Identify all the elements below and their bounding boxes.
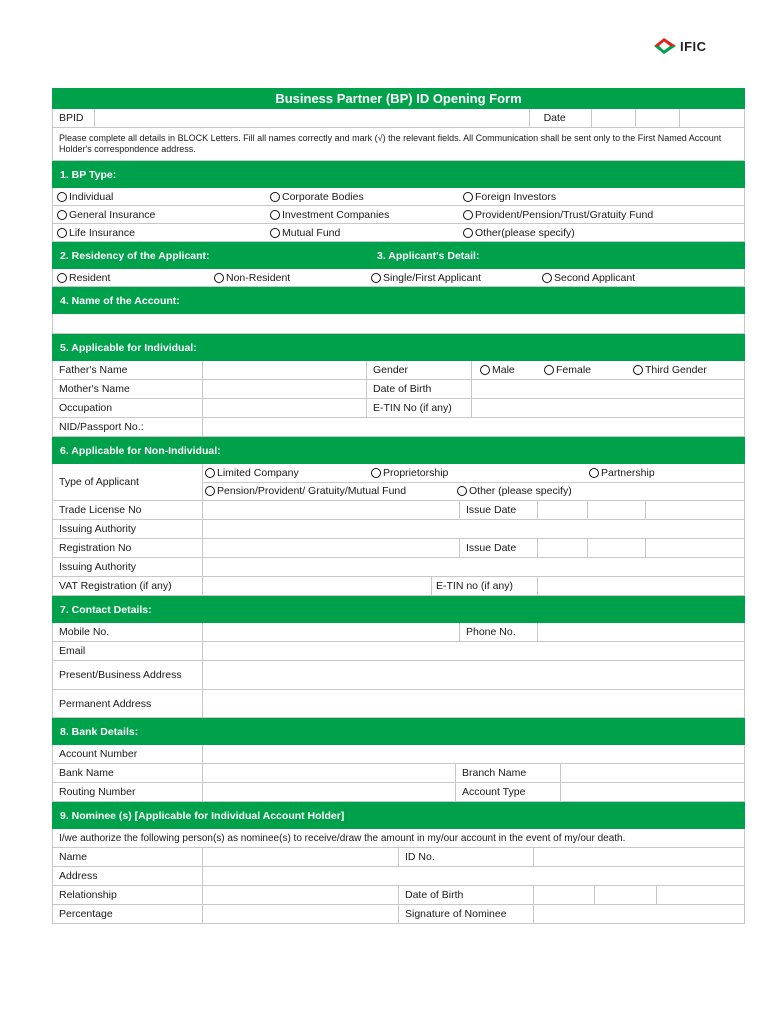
present-address-label: Present/Business Address [53,661,203,689]
issuing-authority-input[interactable] [203,520,744,538]
nominee-statement: I/we authorize the following person(s) as nominee(s) to receive/draw the amount in my/our account in the event of my/our death. [59,832,626,844]
routing-number-input[interactable] [203,783,456,801]
date-box-1[interactable] [592,109,636,127]
permanent-address-input[interactable] [203,690,744,717]
trade-issue-date-box-3[interactable] [646,501,744,519]
email-input[interactable] [203,642,744,660]
issuing-authority-row-1 [52,520,745,539]
bp-type-general-insurance[interactable]: General Insurance [53,206,266,223]
etin-no-label: E-TIN no (if any) [432,577,538,595]
nominee-name-label: Name [53,848,203,866]
nominee-percentage-row [52,905,745,924]
registration-issue-date-box-1[interactable] [538,539,588,557]
date-label: Date [530,109,593,127]
bp-opening-form [52,88,745,924]
issuing-authority-input-2[interactable] [203,558,744,576]
contact-heading: 7. Contact Details: [52,596,745,623]
bpid-label: BPID [53,109,95,127]
nominee-id-label: ID No. [399,848,534,866]
radio-icon [463,192,473,202]
type-partnership[interactable]: Partnership [585,464,655,482]
radio-icon [544,365,554,375]
bank-name-row [52,764,745,783]
issuing-authority-label: Issuing Authority [53,520,203,538]
fathers-name-input[interactable] [203,361,367,379]
non-individual-heading: 6. Applicable for Non-Individual: [52,437,745,464]
percentage-input[interactable] [203,905,399,923]
permanent-address-label: Permanent Address [53,690,203,717]
nominee-dob-label: Date of Birth [399,886,534,904]
dob-label: Date of Birth [367,380,472,398]
residency-applicant-heading [52,242,745,269]
type-of-applicant-label: Type of Applicant [53,464,203,500]
applicant-type-options-2 [203,483,744,501]
individual-row-1 [52,361,745,380]
ific-logo-icon [652,36,678,56]
account-number-label: Account Number [53,745,203,763]
nominee-address-label: Address [53,867,203,885]
bp-type-provident[interactable]: Provident/Pension/Trust/Gratuity Fund [459,206,653,223]
nominee-relationship-row [52,886,745,905]
registration-issue-date-box-3[interactable] [646,539,744,557]
nominee-address-row [52,867,745,886]
nid-input[interactable] [203,418,744,436]
trade-issue-date-box-2[interactable] [588,501,646,519]
registration-issue-date-box-2[interactable] [588,539,646,557]
radio-icon [270,228,280,238]
routing-row [52,783,745,802]
nominee-address-input[interactable] [203,867,744,885]
mobile-input[interactable] [203,623,460,641]
applicant-type-options [203,464,744,500]
present-address-row [52,661,745,690]
nominee-dob-box-1[interactable] [534,886,595,904]
issuing-authority-label-2: Issuing Authority [53,558,203,576]
bp-type-row-2 [52,206,745,224]
etin-input[interactable] [472,399,744,417]
relationship-input[interactable] [203,886,399,904]
registration-no-label: Registration No [53,539,203,557]
radio-icon [57,228,67,238]
bp-type-heading: 1. BP Type: [52,161,745,188]
type-proprietorship[interactable]: Proprietorship [367,464,585,482]
date-box-2[interactable] [636,109,680,127]
present-address-input[interactable] [203,661,744,689]
applicant-type-row [52,464,745,501]
radio-icon [205,486,215,496]
radio-icon [57,192,67,202]
nominee-dob-box-3[interactable] [657,886,744,904]
nominee-name-input[interactable] [203,848,399,866]
mobile-row [52,623,745,642]
individual-heading: 5. Applicable for Individual: [52,334,745,361]
type-other[interactable]: Other (please specify) [453,483,572,501]
gender-female[interactable]: Female [540,361,629,379]
applicant-second[interactable]: Second Applicant [538,269,635,286]
bpid-row [52,109,745,128]
trade-issue-date-label: Issue Date [460,501,538,519]
residency-resident[interactable]: Resident [53,269,210,286]
fathers-name-label: Father's Name [53,361,203,379]
routing-number-label: Routing Number [53,783,203,801]
bp-type-row-1 [52,188,745,206]
nominee-statement-row [52,829,745,848]
date-box-3[interactable] [680,109,744,127]
radio-icon [57,273,67,283]
nid-label: NID/Passport No.: [53,418,203,436]
radio-icon [57,210,67,220]
radio-icon [270,210,280,220]
etin-label: E-TIN No (if any) [367,399,472,417]
applicant-heading: 3. Applicant's Detail: [377,249,480,262]
bp-type-investment[interactable]: Investment Companies [266,206,459,223]
nominee-name-row [52,848,745,867]
mobile-label: Mobile No. [53,623,203,641]
registration-row [52,539,745,558]
radio-icon [463,210,473,220]
bpid-input[interactable] [95,109,530,127]
account-name-heading: 4. Name of the Account: [52,287,745,314]
account-type-input[interactable] [561,783,744,801]
logo-text: IFIC [680,38,707,54]
phone-input[interactable] [538,623,744,641]
trade-license-input[interactable] [203,501,460,519]
residency-row [52,269,745,287]
bank-name-input[interactable] [203,764,456,782]
radio-icon [589,468,599,478]
radio-icon [457,486,467,496]
instructions: Please complete all details in BLOCK Letters. Fill all names correctly and mark (√) the relevant fields. All Communication shall be sent only to the First Named Account Holder's correspondence address. [52,128,745,161]
gender-label: Gender [367,361,472,379]
residency-heading: 2. Residency of the Applicant: [60,249,210,262]
radio-icon [633,365,643,375]
registration-no-input[interactable] [203,539,460,557]
mothers-name-label: Mother's Name [53,380,203,398]
email-row [52,642,745,661]
trade-issue-date-box-1[interactable] [538,501,588,519]
account-number-input[interactable] [203,745,744,763]
occupation-input[interactable] [203,399,367,417]
account-name-input[interactable] [52,314,745,334]
radio-icon [542,273,552,283]
gender-male[interactable]: Male [472,361,540,379]
bank-name-label: Bank Name [53,764,203,782]
individual-row-2 [52,380,745,399]
trade-license-label: Trade License No [53,501,203,519]
radio-icon [214,273,224,283]
bp-type-mutual-fund[interactable]: Mutual Fund [266,224,459,241]
radio-icon [480,365,490,375]
residency-non-resident[interactable]: Non-Resident [210,269,367,286]
phone-label: Phone No. [460,623,538,641]
type-limited-company[interactable]: Limited Company [203,464,367,482]
etin-no-input[interactable] [538,577,744,595]
nominee-dob-box-2[interactable] [595,886,657,904]
dob-input[interactable] [472,380,744,398]
registration-issue-date-label: Issue Date [460,539,538,557]
account-number-row [52,745,745,764]
branch-name-label: Branch Name [456,764,561,782]
issuing-authority-row-2 [52,558,745,577]
bp-type-individual[interactable]: Individual [53,188,266,205]
branch-name-input[interactable] [561,764,744,782]
radio-icon [463,228,473,238]
vat-registration-input[interactable] [203,577,432,595]
radio-icon [205,468,215,478]
nominee-id-input[interactable] [534,848,744,866]
percentage-label: Percentage [53,905,203,923]
nominee-signature-label: Signature of Nominee [399,905,534,923]
occupation-label: Occupation [53,399,203,417]
bp-type-life-insurance[interactable]: Life Insurance [53,224,266,241]
nominee-signature-input[interactable] [534,905,744,923]
trade-license-row [52,501,745,520]
radio-icon [371,468,381,478]
gender-third[interactable]: Third Gender [629,361,707,379]
bp-type-other[interactable]: Other(please specify) [459,224,575,241]
radio-icon [371,273,381,283]
individual-row-4 [52,418,745,437]
relationship-label: Relationship [53,886,203,904]
form-title: Business Partner (BP) ID Opening Form [52,88,745,109]
mothers-name-input[interactable] [203,380,367,398]
bp-type-row-3 [52,224,745,242]
bp-type-foreign[interactable]: Foreign Investors [459,188,556,205]
bank-heading: 8. Bank Details: [52,718,745,745]
applicant-single[interactable]: Single/First Applicant [367,269,538,286]
radio-icon [270,192,280,202]
bp-type-corporate[interactable]: Corporate Bodies [266,188,459,205]
account-type-label: Account Type [456,783,561,801]
vat-registration-label: VAT Registration (if any) [53,577,203,595]
vat-row [52,577,745,596]
applicant-type-options-1 [203,464,744,483]
ific-logo [652,36,707,56]
nominee-heading: 9. Nominee (s) [Applicable for Individual Account Holder] [52,802,745,829]
permanent-address-row [52,690,745,718]
type-pension-fund[interactable]: Pension/Provident/ Gratuity/Mutual Fund [203,483,453,501]
email-label: Email [53,642,203,660]
individual-row-3 [52,399,745,418]
